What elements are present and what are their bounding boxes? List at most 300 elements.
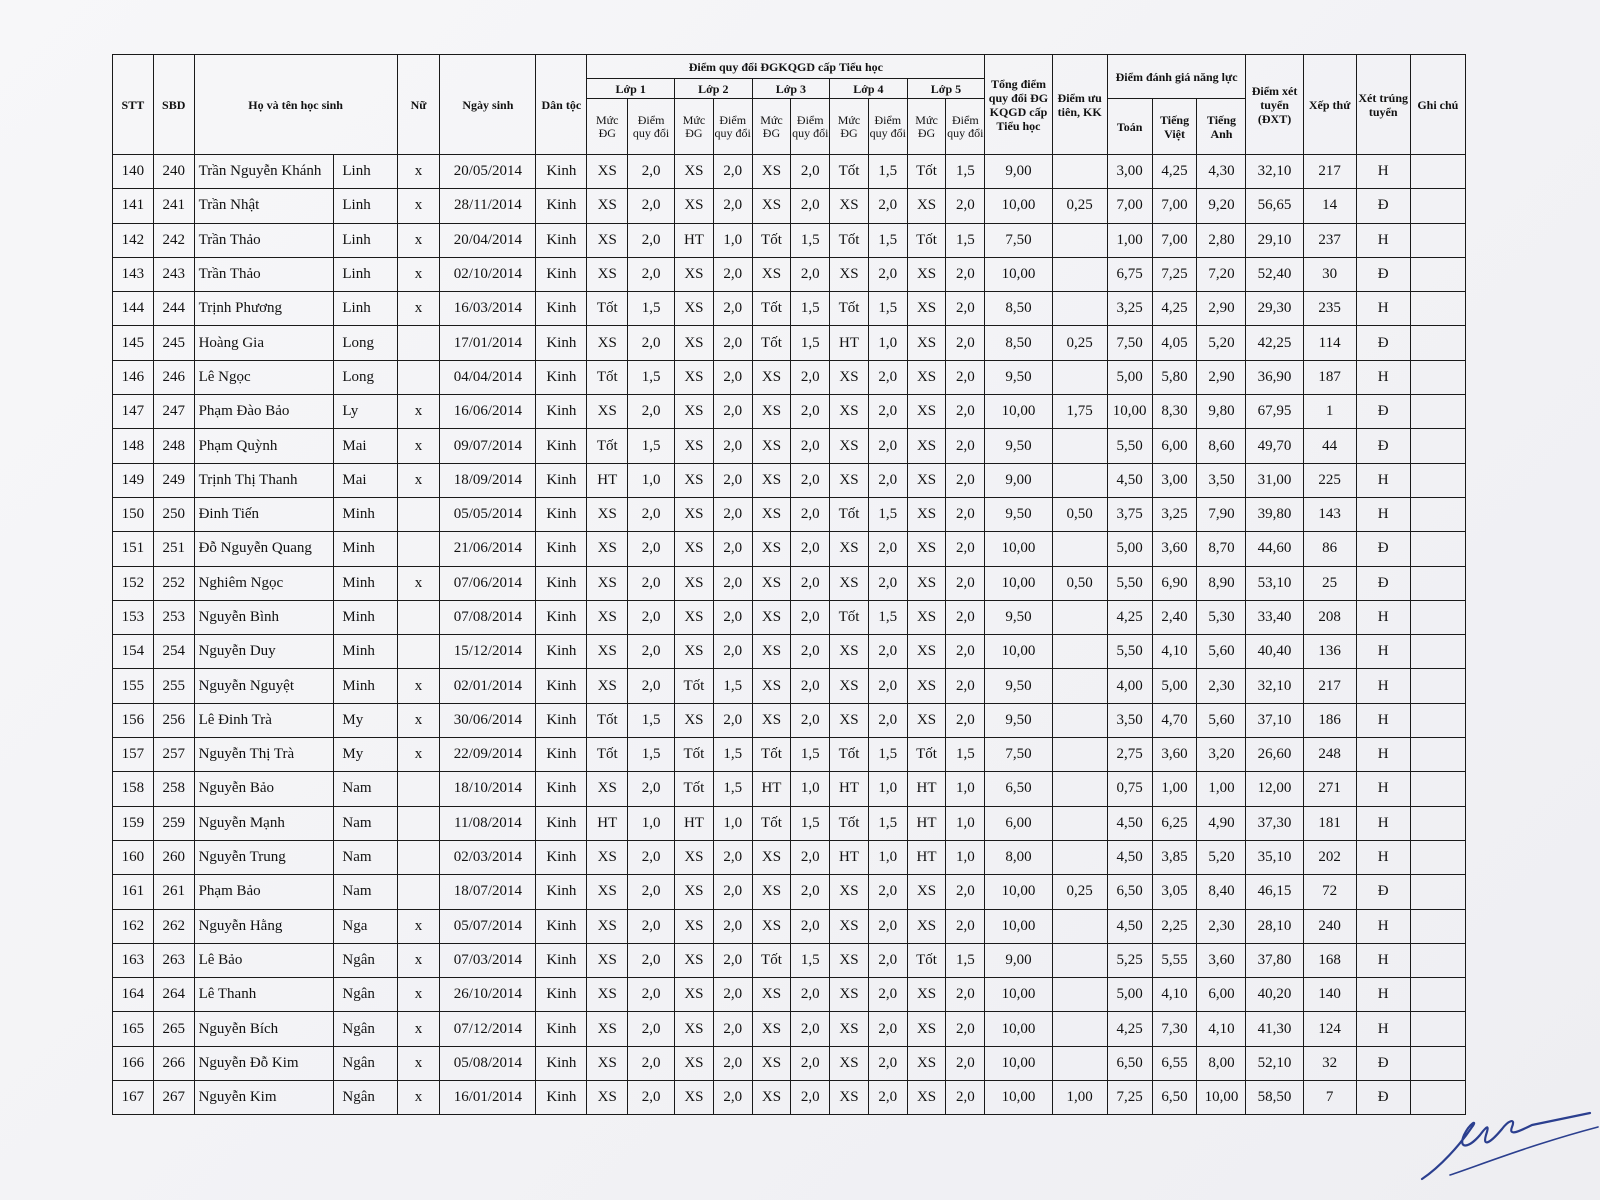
cell-viet: 3,00 (1152, 463, 1197, 497)
cell-total: 10,00 (985, 257, 1052, 291)
cell-grade2-level: XS (675, 155, 714, 189)
cell-grade4-score: 2,0 (868, 395, 907, 429)
cell-rank: 202 (1303, 840, 1356, 874)
cell-ethnicity: Kinh (536, 1081, 587, 1115)
cell-grade3-level: XS (752, 429, 791, 463)
cell-ethnicity: Kinh (536, 223, 587, 257)
cell-grade4-level: Tốt (830, 292, 869, 326)
cell-english: 2,30 (1197, 909, 1246, 943)
cell-grade1-score: 2,0 (628, 223, 675, 257)
cell-grade3-score: 2,0 (791, 532, 830, 566)
cell-grade4-score: 1,0 (868, 772, 907, 806)
cell-sbd: 259 (153, 806, 194, 840)
header-grade-1: Lớp 1 (587, 79, 675, 99)
cell-female: x (397, 566, 440, 600)
cell-grade1-score: 1,5 (628, 292, 675, 326)
cell-english: 10,00 (1197, 1081, 1246, 1115)
header-converted: Điểm quy đổi (946, 99, 985, 155)
cell-grade4-score: 2,0 (868, 875, 907, 909)
cell-grade4-score: 1,0 (868, 326, 907, 360)
table-row (113, 875, 1466, 909)
cell-last-middle-name: Nguyễn Thị Trà (194, 738, 334, 772)
cell-grade4-level: XS (830, 532, 869, 566)
table-row (113, 1081, 1466, 1115)
cell-last-middle-name: Nguyễn Duy (194, 635, 334, 669)
cell-total: 10,00 (985, 635, 1052, 669)
cell-grade4-level: Tốt (830, 497, 869, 531)
cell-note (1410, 292, 1465, 326)
cell-stt: 143 (113, 257, 154, 291)
cell-grade1-score: 1,5 (628, 703, 675, 737)
cell-dob: 16/06/2014 (440, 395, 536, 429)
cell-admit: Đ (1356, 875, 1410, 909)
cell-grade1-level: XS (587, 875, 628, 909)
cell-dob: 02/01/2014 (440, 669, 536, 703)
cell-grade3-score: 2,0 (791, 395, 830, 429)
cell-ethnicity: Kinh (536, 635, 587, 669)
cell-grade4-level: XS (830, 1081, 869, 1115)
cell-grade5-score: 2,0 (946, 909, 985, 943)
cell-stt: 160 (113, 840, 154, 874)
cell-rank: 217 (1303, 155, 1356, 189)
cell-grade4-score: 1,5 (868, 600, 907, 634)
cell-last-middle-name: Nguyễn Hằng (194, 909, 334, 943)
cell-note (1410, 635, 1465, 669)
cell-rank: 235 (1303, 292, 1356, 326)
cell-grade2-score: 1,5 (713, 669, 752, 703)
cell-total: 6,50 (985, 772, 1052, 806)
cell-grade5-level: XS (907, 909, 946, 943)
cell-math: 6,50 (1107, 1046, 1152, 1080)
cell-grade4-score: 1,5 (868, 155, 907, 189)
cell-stt: 141 (113, 189, 154, 223)
cell-grade5-level: Tốt (907, 155, 946, 189)
cell-female (397, 532, 440, 566)
cell-grade3-score: 2,0 (791, 189, 830, 223)
cell-total: 8,50 (985, 292, 1052, 326)
cell-sbd: 250 (153, 497, 194, 531)
cell-viet: 7,30 (1152, 1012, 1197, 1046)
cell-rank: 140 (1303, 978, 1356, 1012)
cell-total: 9,00 (985, 943, 1052, 977)
cell-grade2-level: XS (675, 978, 714, 1012)
cell-grade5-score: 1,0 (946, 806, 985, 840)
cell-grade4-score: 2,0 (868, 635, 907, 669)
cell-grade4-level: XS (830, 1012, 869, 1046)
cell-priority (1052, 669, 1107, 703)
cell-grade1-level: Tốt (587, 292, 628, 326)
cell-admit: Đ (1356, 566, 1410, 600)
cell-total: 9,00 (985, 463, 1052, 497)
cell-math: 1,00 (1107, 223, 1152, 257)
cell-stt: 167 (113, 1081, 154, 1115)
cell-first-name: Minh (334, 532, 397, 566)
cell-ethnicity: Kinh (536, 360, 587, 394)
cell-grade1-level: XS (587, 840, 628, 874)
cell-grade1-score: 1,5 (628, 429, 675, 463)
cell-first-name: Ngân (334, 1046, 397, 1080)
cell-rank: 217 (1303, 669, 1356, 703)
cell-total: 10,00 (985, 1081, 1052, 1115)
cell-grade3-level: Tốt (752, 326, 791, 360)
cell-stt: 159 (113, 806, 154, 840)
header-female: Nữ (397, 55, 440, 155)
table-row (113, 703, 1466, 737)
cell-english: 4,10 (1197, 1012, 1246, 1046)
cell-grade1-score: 2,0 (628, 1046, 675, 1080)
cell-math: 3,50 (1107, 703, 1152, 737)
cell-english: 5,60 (1197, 635, 1246, 669)
cell-viet: 7,00 (1152, 189, 1197, 223)
cell-female: x (397, 223, 440, 257)
cell-ethnicity: Kinh (536, 772, 587, 806)
cell-grade2-level: XS (675, 943, 714, 977)
cell-stt: 155 (113, 669, 154, 703)
cell-ethnicity: Kinh (536, 292, 587, 326)
cell-grade4-score: 1,5 (868, 497, 907, 531)
cell-viet: 3,85 (1152, 840, 1197, 874)
header-converted: Điểm quy đổi (628, 99, 675, 155)
cell-english: 8,70 (1197, 532, 1246, 566)
cell-grade5-level: Tốt (907, 738, 946, 772)
cell-priority (1052, 738, 1107, 772)
cell-grade4-level: XS (830, 566, 869, 600)
cell-total: 10,00 (985, 909, 1052, 943)
cell-english: 6,00 (1197, 978, 1246, 1012)
cell-english: 5,60 (1197, 703, 1246, 737)
header-grade-5: Lớp 5 (907, 79, 985, 99)
table-row (113, 189, 1466, 223)
cell-dob: 18/09/2014 (440, 463, 536, 497)
cell-grade4-level: XS (830, 189, 869, 223)
cell-grade3-level: Tốt (752, 223, 791, 257)
cell-ethnicity: Kinh (536, 875, 587, 909)
cell-grade2-score: 2,0 (713, 978, 752, 1012)
cell-grade5-score: 2,0 (946, 257, 985, 291)
cell-grade2-level: XS (675, 566, 714, 600)
cell-priority (1052, 600, 1107, 634)
cell-grade3-score: 2,0 (791, 703, 830, 737)
cell-grade1-score: 2,0 (628, 1012, 675, 1046)
cell-grade5-score: 2,0 (946, 497, 985, 531)
cell-grade2-score: 2,0 (713, 360, 752, 394)
cell-dxt: 39,80 (1246, 497, 1303, 531)
cell-first-name: Minh (334, 635, 397, 669)
cell-total: 9,00 (985, 155, 1052, 189)
cell-grade2-level: XS (675, 909, 714, 943)
cell-first-name: Ly (334, 395, 397, 429)
table-row (113, 806, 1466, 840)
cell-grade2-level: XS (675, 875, 714, 909)
cell-rank: 44 (1303, 429, 1356, 463)
cell-last-middle-name: Hoàng Gia (194, 326, 334, 360)
cell-grade3-level: XS (752, 1081, 791, 1115)
cell-english: 3,50 (1197, 463, 1246, 497)
cell-grade1-level: XS (587, 909, 628, 943)
header-math: Toán (1107, 99, 1152, 155)
cell-grade1-score: 2,0 (628, 978, 675, 1012)
cell-grade1-score: 2,0 (628, 257, 675, 291)
cell-note (1410, 360, 1465, 394)
cell-dxt: 41,30 (1246, 1012, 1303, 1046)
cell-grade5-level: XS (907, 429, 946, 463)
cell-admit: H (1356, 223, 1410, 257)
cell-grade1-score: 2,0 (628, 600, 675, 634)
cell-viet: 6,90 (1152, 566, 1197, 600)
cell-stt: 158 (113, 772, 154, 806)
cell-english: 5,20 (1197, 326, 1246, 360)
cell-female: x (397, 155, 440, 189)
cell-grade4-score: 2,0 (868, 566, 907, 600)
cell-grade1-level: XS (587, 600, 628, 634)
cell-grade3-level: XS (752, 257, 791, 291)
cell-grade3-level: XS (752, 155, 791, 189)
cell-grade1-level: Tốt (587, 703, 628, 737)
cell-sbd: 267 (153, 1081, 194, 1115)
cell-first-name: Nam (334, 806, 397, 840)
cell-grade1-score: 2,0 (628, 155, 675, 189)
cell-last-middle-name: Nguyễn Bảo (194, 772, 334, 806)
cell-admit: Đ (1356, 1046, 1410, 1080)
cell-dob: 02/03/2014 (440, 840, 536, 874)
cell-grade5-score: 1,5 (946, 738, 985, 772)
cell-grade3-level: Tốt (752, 943, 791, 977)
cell-last-middle-name: Lê Đinh Trà (194, 703, 334, 737)
table-row (113, 635, 1466, 669)
cell-dob: 07/03/2014 (440, 943, 536, 977)
cell-dob: 30/06/2014 (440, 703, 536, 737)
cell-sbd: 256 (153, 703, 194, 737)
header-note: Ghi chú (1410, 55, 1465, 155)
cell-priority (1052, 223, 1107, 257)
cell-grade3-level: XS (752, 532, 791, 566)
cell-grade3-score: 2,0 (791, 155, 830, 189)
cell-grade2-level: XS (675, 360, 714, 394)
cell-female: x (397, 429, 440, 463)
cell-dxt: 26,60 (1246, 738, 1303, 772)
cell-dxt: 31,00 (1246, 463, 1303, 497)
cell-english: 2,90 (1197, 292, 1246, 326)
cell-grade5-score: 2,0 (946, 292, 985, 326)
cell-english: 8,00 (1197, 1046, 1246, 1080)
cell-grade4-score: 2,0 (868, 360, 907, 394)
cell-female: x (397, 1081, 440, 1115)
header-grade-2: Lớp 2 (675, 79, 753, 99)
cell-rank: 86 (1303, 532, 1356, 566)
cell-english: 5,30 (1197, 600, 1246, 634)
cell-ethnicity: Kinh (536, 566, 587, 600)
cell-sbd: 255 (153, 669, 194, 703)
cell-dxt: 36,90 (1246, 360, 1303, 394)
cell-note (1410, 806, 1465, 840)
cell-grade1-score: 1,5 (628, 738, 675, 772)
cell-viet: 4,25 (1152, 155, 1197, 189)
cell-first-name: Mai (334, 429, 397, 463)
cell-grade3-score: 2,0 (791, 257, 830, 291)
cell-grade3-level: XS (752, 395, 791, 429)
cell-stt: 152 (113, 566, 154, 600)
table-row (113, 155, 1466, 189)
cell-grade2-score: 2,0 (713, 532, 752, 566)
cell-grade4-level: Tốt (830, 738, 869, 772)
cell-grade3-score: 2,0 (791, 1046, 830, 1080)
cell-female: x (397, 909, 440, 943)
cell-dob: 07/06/2014 (440, 566, 536, 600)
cell-rank: 1 (1303, 395, 1356, 429)
cell-first-name: Nam (334, 772, 397, 806)
cell-note (1410, 943, 1465, 977)
cell-english: 9,20 (1197, 189, 1246, 223)
cell-dxt: 44,60 (1246, 532, 1303, 566)
cell-first-name: Ngân (334, 978, 397, 1012)
cell-grade3-score: 2,0 (791, 566, 830, 600)
header-dob: Ngày sinh (440, 55, 536, 155)
cell-math: 6,50 (1107, 875, 1152, 909)
cell-admit: H (1356, 840, 1410, 874)
cell-stt: 162 (113, 909, 154, 943)
cell-grade1-score: 2,0 (628, 909, 675, 943)
cell-grade5-level: XS (907, 395, 946, 429)
cell-grade4-level: XS (830, 669, 869, 703)
cell-dxt: 46,15 (1246, 875, 1303, 909)
cell-first-name: Minh (334, 600, 397, 634)
cell-grade2-level: Tốt (675, 738, 714, 772)
table-row (113, 566, 1466, 600)
cell-grade2-score: 2,0 (713, 909, 752, 943)
header-viet: Tiếng Việt (1152, 99, 1197, 155)
cell-grade4-score: 2,0 (868, 1012, 907, 1046)
cell-rank: 30 (1303, 257, 1356, 291)
cell-viet: 4,10 (1152, 978, 1197, 1012)
cell-grade5-level: XS (907, 635, 946, 669)
header-level: Mức ĐG (587, 99, 628, 155)
cell-rank: 25 (1303, 566, 1356, 600)
cell-viet: 4,10 (1152, 635, 1197, 669)
cell-stt: 161 (113, 875, 154, 909)
cell-total: 9,50 (985, 600, 1052, 634)
cell-first-name: Minh (334, 497, 397, 531)
cell-grade1-level: XS (587, 635, 628, 669)
cell-first-name: Ngân (334, 1012, 397, 1046)
cell-viet: 3,05 (1152, 875, 1197, 909)
cell-stt: 157 (113, 738, 154, 772)
cell-viet: 6,50 (1152, 1081, 1197, 1115)
table-row (113, 943, 1466, 977)
cell-dxt: 12,00 (1246, 772, 1303, 806)
cell-stt: 146 (113, 360, 154, 394)
header-ethnicity: Dân tộc (536, 55, 587, 155)
cell-grade4-score: 1,5 (868, 738, 907, 772)
cell-sbd: 261 (153, 875, 194, 909)
cell-priority: 0,25 (1052, 189, 1107, 223)
cell-total: 9,50 (985, 360, 1052, 394)
cell-grade5-score: 2,0 (946, 395, 985, 429)
cell-math: 3,00 (1107, 155, 1152, 189)
cell-grade3-score: 2,0 (791, 840, 830, 874)
cell-female (397, 326, 440, 360)
cell-viet: 4,25 (1152, 292, 1197, 326)
table-row (113, 840, 1466, 874)
cell-grade5-score: 2,0 (946, 1012, 985, 1046)
cell-math: 0,75 (1107, 772, 1152, 806)
cell-grade3-score: 2,0 (791, 1012, 830, 1046)
cell-sbd: 263 (153, 943, 194, 977)
cell-note (1410, 463, 1465, 497)
cell-grade3-score: 2,0 (791, 600, 830, 634)
cell-total: 8,50 (985, 326, 1052, 360)
cell-dxt: 29,30 (1246, 292, 1303, 326)
cell-stt: 149 (113, 463, 154, 497)
cell-grade3-level: XS (752, 978, 791, 1012)
cell-total: 9,50 (985, 429, 1052, 463)
cell-admit: H (1356, 909, 1410, 943)
cell-last-middle-name: Đinh Tiến (194, 497, 334, 531)
cell-female: x (397, 395, 440, 429)
cell-last-middle-name: Phạm Quỳnh (194, 429, 334, 463)
cell-grade1-score: 2,0 (628, 669, 675, 703)
cell-grade4-level: XS (830, 978, 869, 1012)
cell-grade3-score: 1,5 (791, 738, 830, 772)
cell-grade1-score: 2,0 (628, 395, 675, 429)
cell-grade3-score: 2,0 (791, 669, 830, 703)
results-table-container (112, 54, 1466, 1115)
table-row (113, 463, 1466, 497)
cell-grade4-level: XS (830, 1046, 869, 1080)
cell-priority (1052, 292, 1107, 326)
cell-viet: 6,00 (1152, 429, 1197, 463)
cell-grade2-level: XS (675, 532, 714, 566)
cell-priority (1052, 943, 1107, 977)
cell-grade5-level: XS (907, 1012, 946, 1046)
cell-grade1-score: 1,5 (628, 360, 675, 394)
cell-grade3-score: 1,5 (791, 292, 830, 326)
cell-last-middle-name: Phạm Bảo (194, 875, 334, 909)
cell-grade2-score: 2,0 (713, 326, 752, 360)
cell-grade5-level: XS (907, 257, 946, 291)
cell-priority (1052, 429, 1107, 463)
cell-viet: 4,05 (1152, 326, 1197, 360)
cell-note (1410, 978, 1465, 1012)
cell-grade5-level: XS (907, 189, 946, 223)
cell-total: 8,00 (985, 840, 1052, 874)
cell-last-middle-name: Nguyễn Đỗ Kim (194, 1046, 334, 1080)
cell-ethnicity: Kinh (536, 395, 587, 429)
cell-viet: 6,55 (1152, 1046, 1197, 1080)
cell-admit: H (1356, 669, 1410, 703)
cell-math: 5,50 (1107, 635, 1152, 669)
header-level: Mức ĐG (907, 99, 946, 155)
cell-grade1-level: XS (587, 978, 628, 1012)
cell-total: 9,50 (985, 703, 1052, 737)
cell-dxt: 53,10 (1246, 566, 1303, 600)
cell-grade1-level: XS (587, 189, 628, 223)
cell-grade4-level: Tốt (830, 600, 869, 634)
cell-admit: Đ (1356, 1081, 1410, 1115)
cell-total: 10,00 (985, 395, 1052, 429)
cell-sbd: 248 (153, 429, 194, 463)
cell-viet: 1,00 (1152, 772, 1197, 806)
cell-ethnicity: Kinh (536, 189, 587, 223)
cell-priority: 1,75 (1052, 395, 1107, 429)
cell-grade2-level: XS (675, 463, 714, 497)
cell-grade4-score: 2,0 (868, 669, 907, 703)
cell-note (1410, 223, 1465, 257)
cell-grade5-score: 2,0 (946, 703, 985, 737)
cell-sbd: 266 (153, 1046, 194, 1080)
table-row (113, 600, 1466, 634)
table-row (113, 669, 1466, 703)
cell-grade5-score: 2,0 (946, 978, 985, 1012)
